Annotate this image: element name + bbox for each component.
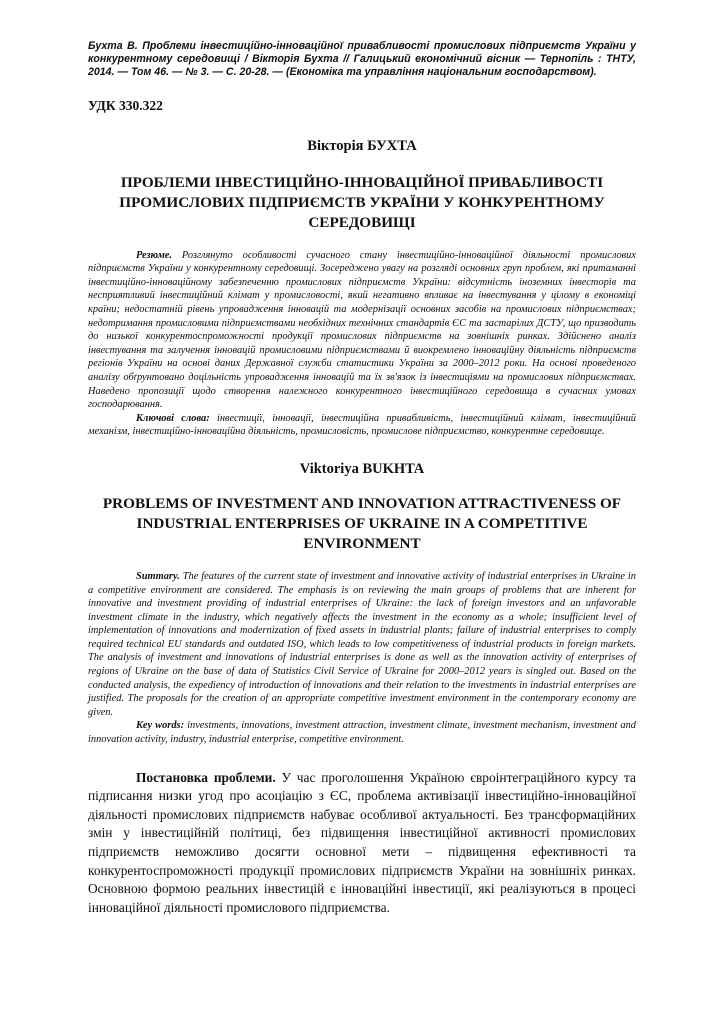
- summary-en-text: The features of the current state of investment and innovative activity of industrial enterprises in Ukraine in a competitive environment are considered. The emphasis is on reviewing the main groups of problems that are inherent for innovative and investment providing of industrial enterprises of Ukraine: the lack of foreign investors and an unfavorable investment climate in the industry, which negatively affects the investment in the economy as a whole; insufficient level of implementation of innovations and modernization of fixed assets in industrial plants; failure of industrial enterprises to comply required technical EU standards and outdated ISO, which leads to low competitiveness of industrial products in foreign markets. The analysis of investment and innovations of industrial enterprises is done as well as the innovation activity of enterprises of regions of Ukraine on the base of data of Statistics Civil Service of Ukraine for 2000–2012 years is singled out. Based on the conducted analysis, the expediency of introduction of innovations and their relation to the investments in industrial enterprises are justified. The proposals for the creation of an appropriate competitive investment environment in the contemporary economy are given.: [88, 570, 636, 718]
- keywords-en-text: investments, innovations, investment attraction, investment climate, investment mechanism, investment and innovation activity, industry, industrial enterprise, competitive environment.: [88, 720, 636, 746]
- abstract-en: [88, 570, 636, 747]
- summary-en: [88, 570, 636, 720]
- problem-statement: [88, 769, 636, 918]
- keywords-uk-label: Ключові слова:: [136, 412, 210, 424]
- problem-statement-text: У час проголошення Україною євроінтеграційного курсу та підписання низки угод про асоціацію з ЄС, проблема активізації інвестиційно-інноваційної діяльності промислових підприємств набуває особливої актуальності. Без трансформаційних змін у інвестиційній політиці, без підвищення інвестиційної активності промислових підприємств неможливо досягти основної мети – підвищення ефективності та конкурентоспроможності продукції промислових підприємств України на зовнішніх ринках. Основною формою реальних інвестицій є інноваційні інвестиції, які реалізуються в процесі інноваційної діяльності промислового підприємства.: [88, 769, 637, 915]
- summary-uk-label: Резюме.: [136, 249, 173, 261]
- title-en: PROBLEMS OF INVESTMENT AND INNOVATION ATTRACTIVENESS OF INDUSTRIAL ENTERPRISES OF UKRAINE IN A COMPETITIVE ENVIRONMENT: [102, 494, 622, 552]
- author-uk: Вікторія БУХТА: [307, 137, 417, 154]
- summary-uk-text: Розглянуто особливості сучасного стану інвестиційно-інноваційної діяльності промислових підприємств України у конкурентному середовищі. Зосереджено увагу на розгляді основних груп проблем, які притаманні інвестиційно-інноваційному забезпеченню промислових підприємств України: відсутність іноземних інвесторів та несприятливий інвестиційний клімат у промисловості, який негативно впливає на інвестування у цілому в економіці країни; недостатній рівень упровадження інновацій та модернізації основних засобів на промислових підприємствах; недотримання промисловими підприємствами необхідних технічних стандартів ЄС та застарілих ДСТУ, що призводить до низької конкурентоспроможності продукції промислових підприємств на зовнішніх ринках. Здійснено аналіз інвестування та залучення інновацій промисловими підприємствами й виокремлено інноваційну діяльність підприємств регіонів України на основі даних Державної служби статистики України за 2000–2012 роки. На основі проведеного аналізу обґрунтовано доцільність упровадження інновацій та їх зв'язок із інвестиціями на промислових підприємствах. Наведено пропозиції щодо створення належного конкурентного інвестиційного середовища в сучасних умовах господарювання.: [88, 249, 636, 411]
- summary-uk: [88, 249, 636, 412]
- abstract-uk: [88, 249, 636, 439]
- keywords-uk: [88, 412, 636, 439]
- paper-page: [88, 40, 636, 917]
- summary-en-label: Summary.: [136, 570, 180, 582]
- author-en: Viktoriya BUKHTA: [299, 460, 425, 477]
- keywords-en-label: Key words:: [136, 720, 185, 732]
- keywords-en: [88, 719, 636, 746]
- udk-code: УДК 330.322: [88, 97, 163, 113]
- citation: Бухта В. Проблеми інвестиційно-інноваційної привабливості промислових підприємств України у конкурентному середовищі / Вікторія Бухта // Галицький економічний вісник — Тернопіль : ТНТУ, 2014. — Том 46. — № 3. — С. 20-28. — (Економіка та управління національним господарством).: [88, 40, 636, 79]
- problem-statement-lead: Постановка проблеми.: [136, 769, 276, 785]
- keywords-uk-text: інвестиції, інновації, інвестиційна привабливість, інвестиційний клімат, інвестиційний механізм, інвестиційно-інноваційна діяльність, промисловість, промислове підприємство, конкурентне середовище.: [88, 412, 636, 438]
- title-uk: ПРОБЛЕМИ ІНВЕСТИЦІЙНО-ІННОВАЦІЙНОЇ ПРИВАБЛИВОСТІ ПРОМИСЛОВИХ ПІДПРИЄМСТВ УКРАЇНИ У КОНКУРЕНТНОМУ СЕРЕДОВИЩІ: [119, 173, 605, 231]
